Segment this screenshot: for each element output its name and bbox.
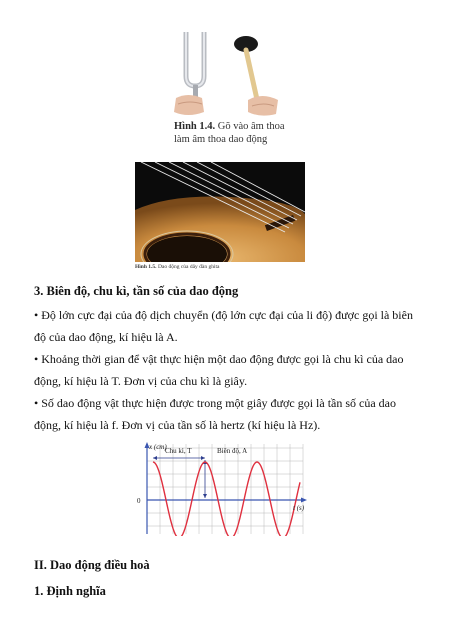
frequency-paragraph: • Số dao động vật thực hiện được trong một giây được gọi là tần số của dao động, kí hiệu là f. Đơn vị của tần số là hertz (kí hiệu là Hz). bbox=[34, 396, 396, 432]
guitar-illustration bbox=[135, 162, 305, 262]
figure-1-5-label: Hình 1.5. bbox=[135, 264, 157, 270]
sine-curve bbox=[153, 462, 300, 536]
x-axis-label: t (s) bbox=[293, 504, 305, 512]
tuning-fork-figure bbox=[168, 28, 284, 118]
y-axis-label: x (cm) bbox=[149, 443, 167, 451]
figure-1-5-text: Dao động của dây đàn ghita bbox=[157, 264, 220, 270]
section-ii-heading: II. Dao động điều hoà bbox=[34, 558, 150, 572]
subsection-1-heading: 1. Định nghĩa bbox=[34, 584, 106, 598]
period-arrow-right bbox=[201, 456, 205, 460]
x-axis-arrow bbox=[301, 498, 307, 503]
amplitude-paragraph: • Độ lớn cực đại của độ dịch chuyển (độ lớn cực đại của li độ) được gọi là biên độ của dao động, kí hiệu là A. bbox=[34, 308, 413, 344]
figure-1-4-text: Gõ vào âm thoa làm âm thoa dao động bbox=[174, 121, 285, 145]
period-paragraph: • Khoảng thời gian để vật thực hiện một dao động được gọi là chu kì của dao động, kí hiệu là T. Đơn vị của chu kì là giây. bbox=[34, 352, 404, 388]
figure-1-4-label: Hình 1.4. bbox=[174, 121, 216, 132]
oscillation-graph-svg bbox=[135, 440, 310, 536]
tuning-fork-illustration bbox=[168, 28, 284, 118]
oscillation-graph bbox=[135, 440, 310, 536]
guitar-figure bbox=[135, 162, 305, 262]
figure-1-4-caption bbox=[174, 120, 294, 146]
figure-1-5-caption bbox=[135, 264, 220, 270]
period-arrow-left bbox=[153, 456, 157, 460]
section-3-heading: 3. Biên độ, chu kì, tần số của dao động bbox=[34, 284, 239, 298]
amplitude-label: Biên độ, A bbox=[217, 447, 248, 455]
period-label: Chu kì, T bbox=[165, 447, 192, 455]
amplitude-arrow-bottom bbox=[203, 494, 207, 498]
origin-label: 0 bbox=[137, 497, 141, 505]
